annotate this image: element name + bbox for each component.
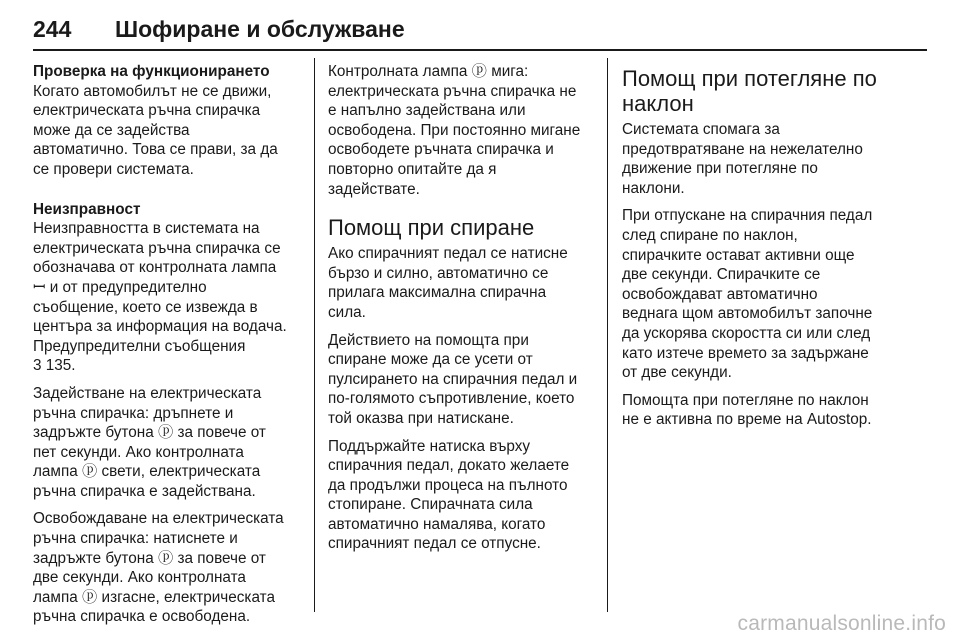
- paragraph-brake-assist-2: Действието на помощта при спиране може да се усети от пулсирането на спирачния педал и по-голямото съпротивление, което той оказва при натискане.: [328, 331, 578, 427]
- paragraph-release-brake: Освобождаване на електрическата ръчна спирачка: натиснете и задръжте бутона ⓟ за повече от две секунди. Ако контролната лампа ⓟ изгасне, електрическата ръчна спирачка е освободена.: [33, 510, 284, 626]
- paragraph-apply-brake: Задействане на електрическата ръчна спирачка: дръпнете и задръжте бутона ⓟ за повече от пет секунди. Ако контролната лампа ⓟ свети, електрическата ръчна спирачка е задействана.: [33, 384, 266, 500]
- paragraph-lamp-flashing: Контролната лампа ⓟ мига: електрическата ръчна спирачка не е напълно задействана или освободена. При постоянно мигане освободете ръчната спирачка и повторно опитайте да я задействате.: [328, 63, 581, 198]
- paragraph-function-check: Когато автомобилът не се движи, електрическата ръчна спирачка може да се задейства автоматично. Това се прави, за да се провери системата.: [33, 82, 278, 178]
- paragraph-brake-assist-1: Ако спирачният педал се натисне бързо и силно, автоматично се прилага максимална спирачна сила.: [328, 245, 568, 321]
- paragraph-hill-start-2: При отпускане на спирачния педал след спиране по наклон, спирачките остават активни още две секунди. Спирачките се освобождават автоматично веднага щом автомобилът започне да ускорява скоростта си или след като изтече времето за задържане от две секунди.: [622, 207, 873, 382]
- header-rule: [33, 49, 927, 51]
- heading-function-check: Проверка на функционирането: [33, 63, 270, 80]
- column-1: [33, 62, 303, 635]
- page-header: [33, 14, 928, 52]
- paragraph-hill-start-1: Системата спомага за предотвратяване на нежелателно движение при потегляне по наклони.: [622, 121, 863, 197]
- page-number: 244: [33, 16, 72, 42]
- heading-malfunction: Неизправност: [33, 200, 141, 218]
- section-title-brake-assist: Помощ при спиране: [328, 215, 535, 241]
- paragraph-brake-assist-3: Поддържайте натиска върху спирачния педал, докато желаете да продължи процеса на пълното стопиране. Спирачната сила автоматично намалява, когато спирачният педал се отпусне.: [328, 437, 570, 553]
- chapter-title: Шофиране и обслужване: [115, 16, 405, 42]
- column-divider-2: [607, 58, 608, 612]
- column-3: [622, 62, 898, 438]
- column-divider-1: [314, 58, 315, 612]
- page-reference[interactable]: [33, 356, 303, 376]
- paragraph-malfunction: Неизправността в системата на електрическата ръчна спирачка се обозначава от контролната лампа ꟷ и от предупредително съобщение, което се извежда в центъра за информация на водача. Предупредителни съобщения: [33, 220, 287, 355]
- column-2: [328, 62, 598, 562]
- paragraph-hill-start-3: Помощта при потегляне по наклон не е активна по време на Autostop.: [622, 391, 872, 429]
- section-title-hill-start-assist: Помощ при потегляне по наклон: [622, 66, 877, 116]
- watermark: carmanualsonline.info: [737, 612, 946, 635]
- page-reference-text[interactable]: 3 135.: [33, 357, 76, 375]
